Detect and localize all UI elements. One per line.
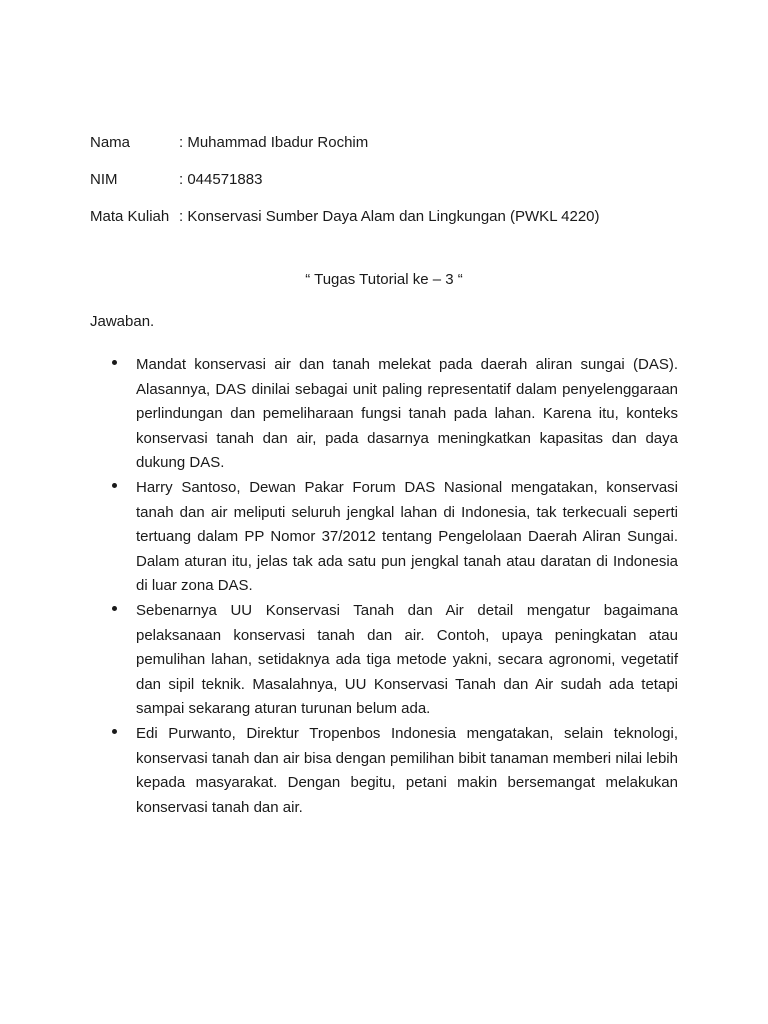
- name-field-row: [90, 134, 368, 152]
- list-item-text: Mandat konservasi air dan tanah melekat pada daerah aliran sungai (DAS). Alasannya, DAS dinilai sebagai unit paling representatif dalam penyelenggaraan perlindungan dan pemeliharaan fungsi tanah pada lahan. Karena itu, konteks konservasi tanah dan air, pada dasarnya meningkatkan kapasitas dan daya dukung DAS.: [136, 356, 678, 472]
- bullet-icon: [112, 483, 117, 488]
- answer-bullet-list: [0, 353, 768, 820]
- nim-field-row: [90, 171, 262, 189]
- course-value: : Konservasi Sumber Daya Alam dan Lingkungan (PWKL 4220): [179, 208, 600, 225]
- answer-label: Jawaban.: [90, 313, 155, 330]
- course-field-row: [90, 208, 600, 226]
- nim-label: NIM: [90, 171, 118, 188]
- bullet-icon: [112, 729, 117, 734]
- bullet-icon: [112, 360, 117, 365]
- course-label: Mata Kuliah: [90, 208, 170, 225]
- bullet-icon: [112, 606, 117, 611]
- list-item: [0, 722, 768, 820]
- list-item: [0, 476, 768, 599]
- assignment-title: “ Tugas Tutorial ke – 3 “: [305, 271, 463, 288]
- list-item: [0, 353, 768, 476]
- list-item-text: Sebenarnya UU Konservasi Tanah dan Air detail mengatur bagaimana pelaksanaan konservasi tanah dan air. Contoh, upaya peningkatan atau pemulihan lahan, setidaknya ada tiga metode yakni, secara agronomi, vegetatif dan sipil teknik. Masalahnya, UU Konservasi Tanah dan Air sudah ada tetapi sampai sekarang aturan turunan belum ada.: [136, 601, 678, 718]
- name-label: Nama: [90, 134, 131, 151]
- nim-value: : 044571883: [179, 171, 263, 188]
- list-item-text: Harry Santoso, Dewan Pakar Forum DAS Nasional mengatakan, konservasi tanah dan air meliputi seluruh jengkal lahan di Indonesia, tak terkecuali seperti tertuang dalam PP Nomor 37/2012 tentang Pengelolaan Daerah Aliran Sungai. Dalam aturan itu, jelas tak ada satu pun jengkal tanah atau daratan di Indonesia di luar zona DAS.: [136, 478, 678, 595]
- list-item: [0, 599, 768, 722]
- list-item-text: Edi Purwanto, Direktur Tropenbos Indonesia mengatakan, selain teknologi, konservasi tanah dan air bisa dengan pemilihan bibit tanaman memberi nilai lebih kepada masyarakat. Dengan begitu, petani makin bersemangat melakukan konservasi tanah dan air.: [136, 724, 678, 816]
- name-value: : Muhammad Ibadur Rochim: [179, 134, 369, 151]
